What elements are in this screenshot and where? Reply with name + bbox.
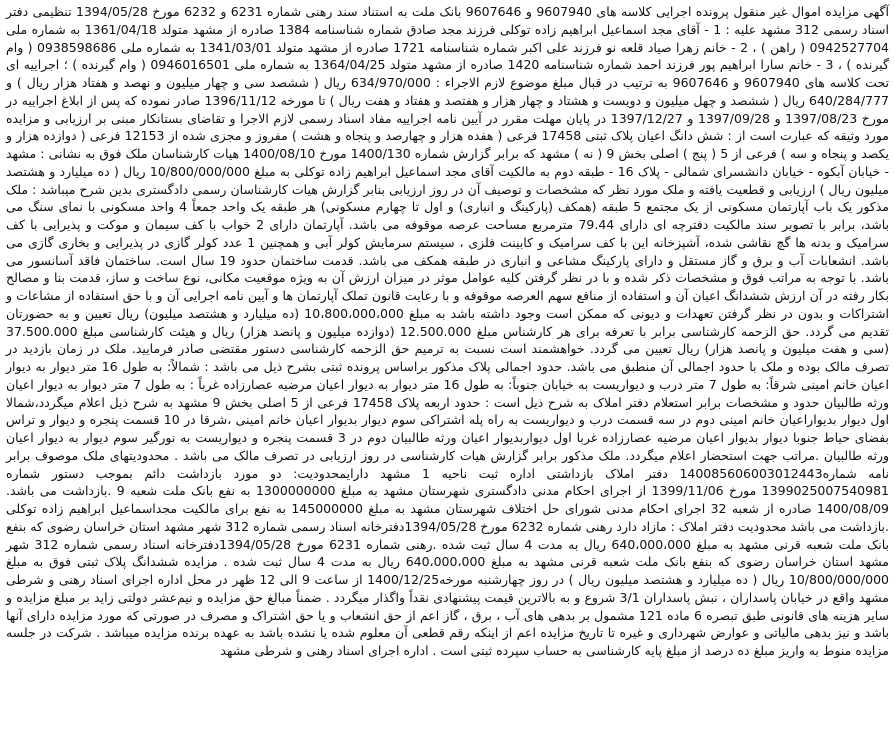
auction-notice-text: آگهی مزایده اموال غیر منقول پرونده اجرایی کلاسه های 9607940 و 9607646 بانک ملت به استناد سند رهنی شماره 6231 و 6232 مورخ 1394/05/28 تنظیمی دفتر اسناد رسمی 312 مشهد علیه : 1 - آقای مجد اسماعیل ابراهیم زاده توکلی فرزند مجد صادق شماره شناسنامه 1384 صادره از مشهد متولد 1361/04/18 به شماره ملی 0942527704 ( راهن ) ، 2 - خانم زهرا صیاد قلعه نو فرزند علی اکبر شماره شناسنامه 1721 صادره از مشهد متولد 1341/03/01 به شماره ملی 0938598686 ( وام گیرنده ) ، 3 - خانم سارا ابراهیم پور فرزند احمد شماره شناسنامه 1420 صادره از مشهد متولد 1364/04/25 به شماره ملی 0946016501 ( وام گیرنده ) ؛ اجراییه ای تحت کلاسه های 9607940 و 9607646 به ترتیب در قبال مبلغ موضوع لازم الاجراء : 634/970/000 ریال ( ششصد سی و چهار میلیون و نهصد و هفتاد هزار ریال ) و 640/284/777 ریال ( ششصد و چهل میلیون و دویست و هشتاد و چهار هزار و هفتصد و هفتاد و هفت ریال ) تا مورخه 1396/11/12 صادر نموده که پس از ابلاغ اجراییه در مورخ 1397/08/23 و 1397/09/28 و 1397/12/27 در پایان مهلت مقرر در آیین نامه اجراییه مفاد اسناد رسمی لازم الاجرا و تقاضای بستانکار مبنی بر ارزیابی و مزایده مورد وثیقه که عبارت است از : شش دانگ اعیان پلاک ثبتی 17458 فرعی ( هفده هزار و چهارصد و پنجاه و هشت ) مفروز و مجزی شده از 12153 فرعی ( دوازده هزار و یکصد و پنجاه و سه ) فرعی از 5 ( پنج ) اصلی بخش 9 ( نه ) مشهد که برابر گزارش شماره 1400/130 مورخ 1400/08/10 هیات کارشناسان ملک فوق به نشانی : مشهد - خیابان آبکوه - خیابان دانشسرای شمالی - پلاک 16 - طبقه دوم به مالکیت آقای مجد اسماعیل ابراهیم زاده توکلی به مبلغ 10/800/000/000 ریال ( ده میلیارد و هشتصد میلیون ریال ) ارزیابی و قطعیت یافته و ملک مورد نظر که مشخصات و توصیف آن در روز ارزیابی بنابر گزارش هیات کارشناسان رسمی دادگستری بدین شرح میباشد : ملک مذکور یک باب آپارتمان مسکونی از یک مجتمع 5 طبقه (همکف (پارکینگ و انباری) و اول تا چهارم مسکونی) هر طبقه یک واحد جمعاً 4 واحد مسکونی با نمای سنگ می باشد، برابر با تصویر سند مالکیت دفترچه ای دارای 79.44 مترمربع مساحت عرصه موقوفه می باشد. آپارتمان دارای 2 خواب با کف سیمان و موکت و پذیرایی با کف سرامیک و بدنه ها گچ نقاشی شده، آشپزخانه این با کف سرامیک و کابینت فلزی ، سیستم سرمایش کولر آبی و همچنین 1 عدد کولر گازی در پذیرایی و بخاری گازی می باشد. انشعابات آب و برق و گاز مستقل و دارای پارکینگ مشاعی و انباری در طبقه همکف می باشد. قدمت ساختمان حدود 19 سال است. ساختمان فاقد آسانسور می باشد. با توجه به مراتب فوق و مشخصات ذکر شده و با در نظر گرفتن کلیه عوامل موثر در میزان ارزش آن به ویژه موقعیت مکانی، نوع ساخت و ساز، قدمت بنا و مصالح بکار رفته در آن ارزش ششدانگ اعیان آن و استفاده از منافع سهم العرصه موقوفه و با رعایت قانون تملک آپارتمان ها و آیین نامه اجرایی آن و با حق استفاده از مشاعات و اشتراکات و بدون در نظر گرفتن تعهدات و دیونی که ممکن است وجود داشته باشد به مبلغ 10،800،000،000 (ده میلیارد و هشتصد میلیون) ریال تعیین و به حضورتان تقدیم می گردد. حق الزحمه کارشناسی برابر با تعرفه برای هر کارشناس مبلغ 12.500.000 (دوازده میلیون و پانصد هزار) ریال و هیئت کارشناسی مبلغ 37.500.000 (سی و هفت میلیون و پانصد هزار) ریال تعیین می گردد. خواهشمند است نسبت به ترمیم حق الزحمه کارشناسی دستور مقتضی صادر فرمایید. ملک در زمان بازدید در تصرف مالک بوده و ملک با حدود اجمالی آن منطبق می باشد. حدود اجمالی پلاک مذکور براساس پرونده ثبتی بشرح ذیل می باشد : شمالاً: به طول 16 متر دیوار به دیوار اعیان خانم امینی شرقاً: به طول 7 متر درب و دیواریست به خیابان جنوباً: به طول 16 متر دیوار به دیوار اعیان مرضیه عصارزاده غرباً : به طول 7 متر دیوار به دیوار اعیان ورثه طالبیان حدود و مشخصات برابر استعلام دفتر املاک به شرح ذیل است : حدود اربعه پلاک 17458 فرعی از 5 اصلی بخش 9 مشهد به شرح ذیل اعلام میگردد،شمالا اول دیوار بدیواراعیان خانم امینی دوم در سه قسمت درب و دیواریست به راه پله اشتراکی سوم دیوار بدیوار اعیان خانم امینی ،شرقا در 10 قسمت پنجره و دیوار و تراس بفضای حیاط جنوبا دیوار بدیوار اعیان مرضیه عصارزاده غربا اول دیواربدیوار اعیان ورثه طالبیان دوم در 3 قسمت پنجره و دیواریست به نورگیر سوم دیوار به دیوار اعیان ورثه طالبیان .مراتب جهت استحضار اعلام میگردد. ملک مذکور برابر گزارش هیات کارشناسی در روز ارزیابی در تصرف مالک می باشد . محدودیتهای ملک موصوف برابر نامه شماره140085606003012443 دفتر املاک بازداشتی اداره ثبت ناحیه 1 مشهد دارایمحدودیت: دو مورد بازداشت دائم بموجب دستور شماره 1399025007540981 مورخ 1399/11/06 از اجرای احکام مدنی دادگستری شهرستان مشهد به مبلغ 1300000000 به نفع بانک ملت شعبه 9 .بازداشت می باشد. 1400/08/09 صادره از شعبه 32 اجرای احکام مدنی شورای حل اختلاف شهرستان مشهد به مبلغ 145000000 به نفع برای مالکیت مجداسماعیل ابراهیم زاده توکلی .بازداشت می باشد محدودیت دفتر املاک : مازاد دارد رهنی شماره 6232 مورخ 1394/05/28دفترخانه اسناد رسمی شماره 312 شهر مشهد استان خراسان رضوی که بنفع بانک ملت شعبه قرنی مشهد به مبلغ 640،000،000 ریال به مدت 4 سال ثبت شده .رهنی شماره 6231 مورخ 1394/05/28دفترخانه اسناد رسمی شماره 312 شهر مشهد استان خراسان رضوی که بنفع بانک ملت شعبه قرنی مشهد به مبلغ 640،000،000 ریال به مدت 4 سال ثبت شده . مزایده ششدانگ پلاک ثبتی فوق به مبلغ 10/800/000/000 ریال ( ده میلیارد و هشتصد میلیون ریال ) در روز چهارشنبه مورخه1400/12/25 از ساعت 9 الی 12 ظهر در محل اداره اجرای اسناد رهنی و شرطی مشهد واقع در خیابان پاسداران ، نبش پاسداران 3/1 شروع و به بالاترین قیمت پیشنهادی نقداً واگذار میگردد . ضمناً مبالغ حق مزایده و نیم‌عشر دولتی زاید بر مبلغ مزایده و سایر هزینه های قانونی طبق تبصره 6 ماده 121 مشمول بر بدهی های آب ، برق ، گاز اعم از حق انشعاب و یا حق اشتراک و مصرف در صورتی که مورد مزایده دارای آنها باشد و نیز بدهی مالیاتی و عوارض شهرداری و غیره تا تاریخ مزایده اعم از اینکه رقم قطعی آن معلوم شده یا نشده باشد به عهده برنده مزایده میباشد . شرکت در جلسه مزایده منوط به واریز مبلغ ده درصد از مبلغ پایه کارشناسی به حساب سپرده ثبتی است . اداره اجرای اسناد رهنی و شرطی مشهد [6,4,890,658]
